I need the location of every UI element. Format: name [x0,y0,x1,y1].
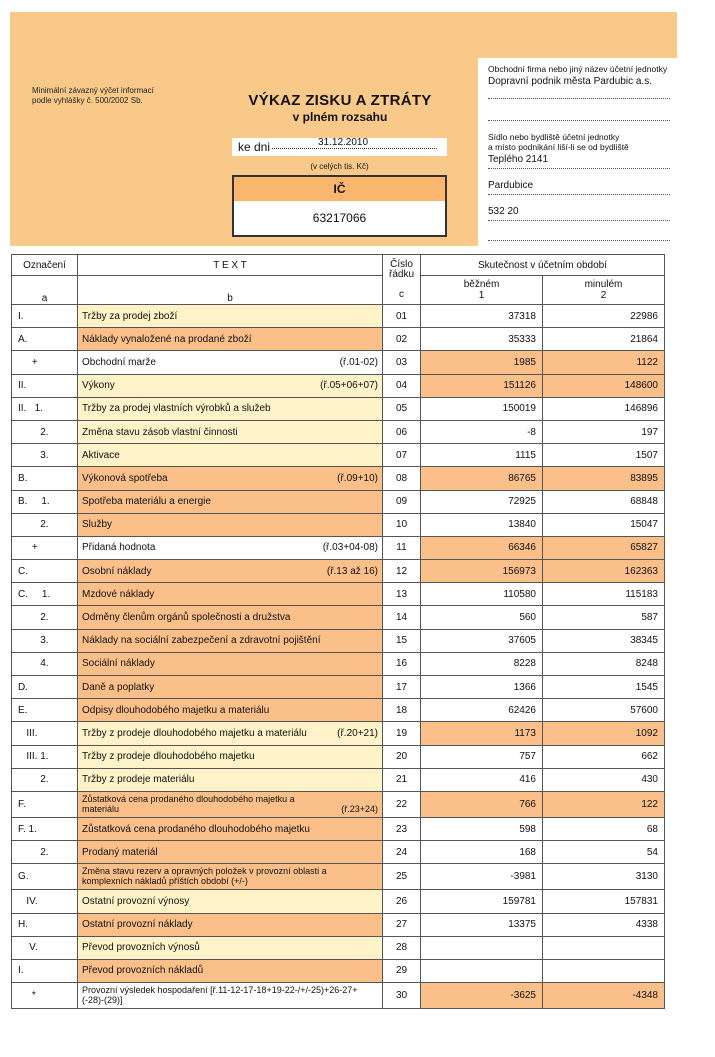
table-row [12,722,665,745]
row-number: 28 [383,936,421,959]
row-designation: A. [12,328,78,351]
table-row [12,652,665,675]
previous-period-value: 65827 [543,536,665,559]
row-number: 01 [383,305,421,328]
table-row [12,513,665,536]
table-row [12,560,665,583]
row-text [78,606,383,629]
row-designation: E. [12,699,78,722]
header-oznaceni: Označení [12,255,78,276]
current-period-value: 598 [421,817,543,840]
row-designation: B. 1. [12,490,78,513]
dotted-line [488,220,670,221]
row-label: Tržby za prodej vlastních výrobků a služeb [82,403,271,415]
row-text [78,890,383,913]
row-label: Tržby z prodeje dlouhodobého majetku a materiálu [82,727,307,739]
row-formula: (ř.20+21) [337,727,378,739]
row-designation: C. 1. [12,583,78,606]
current-period-value: -8 [421,420,543,443]
row-designation: I. [12,959,78,982]
row-formula: (ř.05+06+07) [320,380,378,392]
row-label: Tržby za prodej zboží [82,310,178,322]
row-label: Prodaný materiál [82,846,158,858]
seat-label-2: a místo podnikání liší-li se od bydliště [488,142,629,152]
previous-period-value: 162363 [543,560,665,583]
row-number: 14 [383,606,421,629]
row-number: 15 [383,629,421,652]
header-sub-a: a [12,276,78,305]
row-designation: 4. [12,652,78,675]
header-skutecnost: Skutečnost v účetním období [421,255,665,276]
row-label: Odpisy dlouhodobého majetku a materiálu [82,704,270,716]
row-number: 09 [383,490,421,513]
table-row [12,890,665,913]
row-text [78,652,383,675]
table-body [12,305,665,1009]
table-row [12,936,665,959]
previous-period-value: 15047 [543,513,665,536]
row-designation: V. [12,936,78,959]
current-period-value: 13840 [421,513,543,536]
current-period-value: 1173 [421,722,543,745]
row-text [78,420,383,443]
current-period-value: 150019 [421,397,543,420]
current-period-value: -3981 [421,864,543,890]
row-label: Náklady vynaložené na prodané zboží [82,333,252,345]
row-designation: II. [12,374,78,397]
current-period-value: 757 [421,745,543,768]
row-number: 23 [383,817,421,840]
dotted-line [488,168,670,169]
seat-label-1: Sídlo nebo bydliště účetní jednotky [488,132,620,142]
row-formula: (ř.09+10) [337,472,378,484]
row-label: Obchodní marže [82,356,156,368]
table-row [12,374,665,397]
row-formula: (ř.13 až 16) [326,565,378,577]
row-number: 17 [383,676,421,699]
current-period-value: -3625 [421,983,543,1009]
table-header-row [12,255,665,276]
row-label: Zůstatková cena prodaného dlouhodobého majetku [82,823,310,835]
row-text [78,768,383,791]
previous-period-value: 587 [543,606,665,629]
current-period-value: 560 [421,606,543,629]
row-designation: III. [12,722,78,745]
row-number: 06 [383,420,421,443]
previous-period-value: 122 [543,791,665,817]
row-designation: I. [12,305,78,328]
dotted-line [488,240,670,241]
previous-period-value: 157831 [543,890,665,913]
firm-name: Dopravní podnik města Pardubic a.s. [488,76,652,87]
header-sub-b: b [78,276,383,305]
table-row [12,444,665,467]
row-text [78,444,383,467]
row-text [78,328,383,351]
street: Teplého 2141 [488,154,549,165]
previous-period-value: 54 [543,841,665,864]
table-row [12,328,665,351]
row-designation: 2. [12,841,78,864]
row-text [78,351,383,374]
table-row [12,676,665,699]
row-number: 25 [383,864,421,890]
row-label: Převod provozních nákladů [82,965,204,977]
row-designation: + [12,536,78,559]
row-text [78,722,383,745]
previous-period-value: 57600 [543,699,665,722]
row-designation: H. [12,913,78,936]
row-designation: * [12,983,78,1009]
row-designation: IV. [12,890,78,913]
dotted-line [488,120,670,121]
row-label: Tržby z prodeje dlouhodobého majetku [82,751,255,763]
table-row [12,745,665,768]
current-period-value: 110580 [421,583,543,606]
date-field [232,138,447,156]
row-number: 19 [383,722,421,745]
row-text [78,699,383,722]
row-text [78,959,383,982]
row-label: Výkony [82,380,115,392]
table-row [12,841,665,864]
row-label: Ostatní provozní výnosy [82,895,190,907]
row-label: Daně a poplatky [82,681,155,693]
firm-label: Obchodní firma nebo jiný název účetní jednotky [488,64,668,74]
header-sub-1: 1 [478,290,485,301]
previous-period-value: 21864 [543,328,665,351]
row-designation: F. [12,791,78,817]
row-number: 13 [383,583,421,606]
row-text [78,305,383,328]
previous-period-value: 3130 [543,864,665,890]
city: Pardubice [488,180,534,191]
row-label: Změna stavu rezerv a opravných položek v provozní oblasti a komplexních nákladů příštích období (+/-) [82,866,327,887]
table-row [12,490,665,513]
previous-period-value: 148600 [543,374,665,397]
table-row [12,983,665,1009]
row-label: Spotřeba materiálu a energie [82,496,211,508]
previous-period-value: 1122 [543,351,665,374]
row-number: 24 [383,841,421,864]
row-designation: G. [12,864,78,890]
current-period-value [421,959,543,982]
table-row [12,467,665,490]
table-row [12,959,665,982]
row-designation: D. [12,676,78,699]
row-text [78,490,383,513]
header-bezne-label: běžném [463,279,500,290]
previous-period-value [543,936,665,959]
row-formula: (ř.23+24) [341,803,378,814]
legal-note [32,86,154,106]
row-text [78,536,383,559]
table-row [12,817,665,840]
dotted-line [488,194,670,195]
header-panel [10,12,677,246]
row-text [78,983,383,1009]
current-period-value: 151126 [421,374,543,397]
table-subheader-row [12,276,665,305]
table-row [12,536,665,559]
row-label: Výkonová spotřeba [82,472,168,484]
table-row [12,606,665,629]
row-label: Náklady na sociální zabezpečení a zdravotní pojištění [82,635,321,647]
row-designation: 2. [12,606,78,629]
row-designation: F. 1. [12,817,78,840]
row-number: 07 [383,444,421,467]
current-period-value: 66346 [421,536,543,559]
row-number: 02 [383,328,421,351]
date-label: ke dni [238,140,271,154]
row-label: Sociální náklady [82,658,155,670]
current-period-value: 72925 [421,490,543,513]
company-info-box [478,58,677,248]
row-label: Odměny členům orgánů společnosti a družstva [82,612,291,624]
row-label: Zůstatková cena prodaného dlouhodobého majetku a materiálu [82,793,295,814]
row-designation: III. 1. [12,745,78,768]
income-statement-table [11,254,665,1009]
row-text [78,864,383,890]
row-designation: C. [12,560,78,583]
row-number: 27 [383,913,421,936]
row-label: Mzdové náklady [82,588,155,600]
current-period-value: 35333 [421,328,543,351]
legal-note-line-2: podle vyhlášky č. 500/2002 Sb. [32,96,143,105]
header-minule [543,276,665,305]
report-title: VÝKAZ ZISKU A ZTRÁTY [248,92,432,109]
current-period-value: 159781 [421,890,543,913]
row-text [78,791,383,817]
row-text [78,745,383,768]
table-row [12,629,665,652]
table-row [12,791,665,817]
header-bezne [421,276,543,305]
row-text [78,841,383,864]
previous-period-value: 1545 [543,676,665,699]
row-number: 29 [383,959,421,982]
current-period-value: 1366 [421,676,543,699]
row-text [78,817,383,840]
table-row [12,913,665,936]
date-dots [272,148,437,149]
row-formula: (ř.01-02) [339,356,378,368]
row-designation: + [12,351,78,374]
table-row [12,397,665,420]
current-period-value: 1115 [421,444,543,467]
current-period-value: 416 [421,768,543,791]
row-designation: 2. [12,420,78,443]
previous-period-value: 1507 [543,444,665,467]
previous-period-value: 83895 [543,467,665,490]
current-period-value: 8228 [421,652,543,675]
row-label: Ostatní provozní náklady [82,919,193,931]
row-text [78,374,383,397]
previous-period-value: 430 [543,768,665,791]
ic-value: 63217066 [232,201,447,237]
table-row [12,699,665,722]
row-number: 30 [383,983,421,1009]
table-row [12,583,665,606]
row-number: 03 [383,351,421,374]
table-row [12,305,665,328]
previous-period-value: 8248 [543,652,665,675]
ic-label: IČ [232,175,447,203]
previous-period-value: 22986 [543,305,665,328]
row-text [78,676,383,699]
previous-period-value: 38345 [543,629,665,652]
header-sub-2: 2 [600,290,607,301]
row-text [78,936,383,959]
current-period-value: 766 [421,791,543,817]
current-period-value: 1985 [421,351,543,374]
row-number: 20 [383,745,421,768]
row-label: Tržby z prodeje materiálu [82,774,195,786]
table-row [12,420,665,443]
row-number: 12 [383,560,421,583]
previous-period-value: 197 [543,420,665,443]
row-designation: B. [12,467,78,490]
row-number: 10 [383,513,421,536]
row-text [78,397,383,420]
legal-note-line-1: Minimální závazný výčet informací [32,86,154,95]
previous-period-value: 1092 [543,722,665,745]
previous-period-value: 68 [543,817,665,840]
current-period-value: 62426 [421,699,543,722]
header-minule-label: minulém [584,279,623,290]
row-label: Osobní náklady [82,565,152,577]
row-label: Provozní výsledek hospodaření [ř.11-12-17-18+19-22-/+/-25)+26-27+(-28)-(29)] [82,985,358,1006]
current-period-value [421,936,543,959]
current-period-value: 13375 [421,913,543,936]
row-designation: 2. [12,513,78,536]
row-designation: 3. [12,629,78,652]
units-note: (v celých tis. Kč) [310,162,369,171]
row-designation: 2. [12,768,78,791]
row-number: 04 [383,374,421,397]
row-label: Převod provozních výnosů [82,942,200,954]
row-text [78,913,383,936]
previous-period-value: 115183 [543,583,665,606]
table-row [12,864,665,890]
row-label: Přidaná hodnota [82,542,156,554]
previous-period-value: 662 [543,745,665,768]
previous-period-value: 4338 [543,913,665,936]
row-formula: (ř.03+04-08) [322,542,378,554]
row-number: 21 [383,768,421,791]
report-subtitle: v plném rozsahu [292,110,388,124]
row-label: Služby [82,519,113,531]
row-text [78,560,383,583]
dotted-line [488,98,670,99]
header-cislo-label: Číslo řádku [388,258,414,280]
row-number: 22 [383,791,421,817]
row-text [78,467,383,490]
row-number: 26 [383,890,421,913]
row-number: 05 [383,397,421,420]
date-value: 31.12.2010 [318,137,369,148]
row-number: 16 [383,652,421,675]
row-label: Změna stavu zásob vlastní činnosti [82,426,238,438]
table-row [12,351,665,374]
row-number: 18 [383,699,421,722]
row-designation: II. 1. [12,397,78,420]
previous-period-value: 68848 [543,490,665,513]
row-text [78,583,383,606]
current-period-value: 37318 [421,305,543,328]
row-text [78,513,383,536]
current-period-value: 168 [421,841,543,864]
header-sub-c: c [399,288,404,300]
zip: 532 20 [488,206,519,217]
current-period-value: 86765 [421,467,543,490]
current-period-value: 156973 [421,560,543,583]
previous-period-value [543,959,665,982]
previous-period-value: 146896 [543,397,665,420]
current-period-value: 37605 [421,629,543,652]
table-row [12,768,665,791]
header-text: T E X T [78,255,383,276]
row-text [78,629,383,652]
previous-period-value: -4348 [543,983,665,1009]
row-designation: 3. [12,444,78,467]
row-label: Aktivace [82,449,120,461]
row-number: 08 [383,467,421,490]
header-cislo [383,255,421,305]
row-number: 11 [383,536,421,559]
